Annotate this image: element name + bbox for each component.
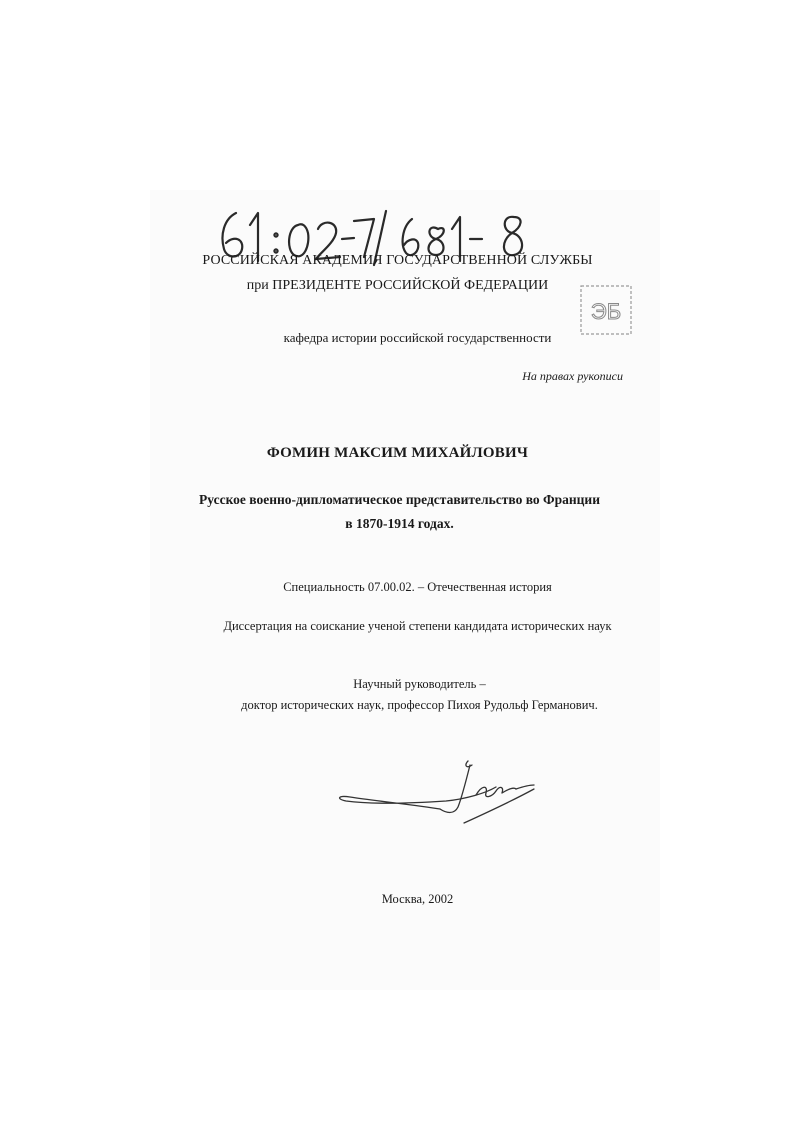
supervisor-title: Научный руководитель – (353, 677, 486, 691)
organization-subtitle: при ПРЕЗИДЕНТЕ РОССИЙСКОЙ ФЕДЕРАЦИИ (246, 278, 549, 293)
specialty-line: Специальность 07.00.02. – Отечественная история (283, 580, 552, 594)
place-and-year: Москва, 2002 (381, 892, 454, 906)
degree-line: Диссертация на соискание ученой степени кандидата исторических наук (223, 619, 612, 633)
supervisor-name: доктор исторических наук, профессор Пихоя Рудольф Германович. (241, 698, 598, 712)
manuscript-note: На правах рукописи (522, 369, 623, 383)
stamp-text: ЭБ (590, 299, 622, 324)
dissertation-title-line-1: Русское военно-дипломатическое представительство во Франции (199, 492, 600, 507)
author-name: ФОМИН МАКСИМ МИХАЙЛОВИЧ (266, 445, 529, 461)
dissertation-title-line-2: в 1870-1914 годах. (345, 516, 454, 531)
handwritten-signature (336, 755, 541, 830)
organization-name: РОССИЙСКАЯ АКАДЕМИЯ ГОСУДАРСТВЕННОЙ СЛУЖБЫ (202, 253, 593, 268)
department-name: кафедра истории российской государственности (283, 330, 552, 345)
